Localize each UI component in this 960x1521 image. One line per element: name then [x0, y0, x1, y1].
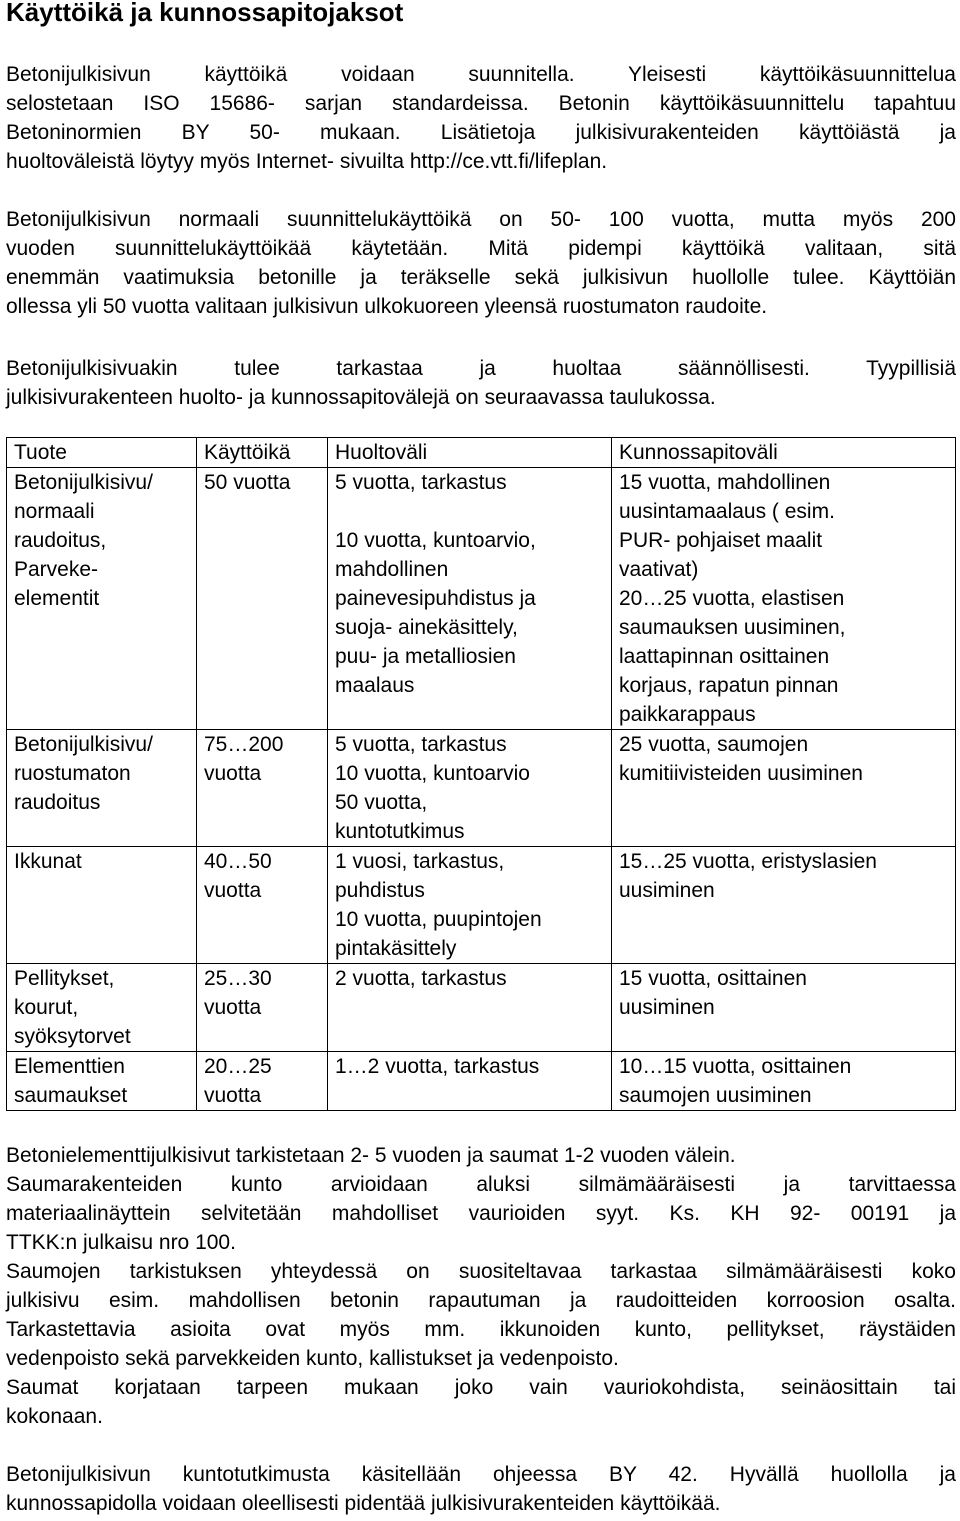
text-line: vuoden suunnittelukäyttöikää käytetään. Mitä pidempi käyttöikä valitaan, sitä — [6, 237, 956, 260]
inspection-paragraph — [6, 1141, 956, 1431]
cell-line: 10 vuotta, puupintojen — [335, 908, 542, 931]
cell-product — [7, 730, 197, 847]
text-line: Saumojen tarkistuksen yhteydessä on suositeltavaa tarkastaa silmämääräisesti koko — [6, 1260, 956, 1283]
text-line: Saumarakenteiden kunto arvioidaan aluksi silmämääräisesti ja tarvittaessa — [6, 1173, 956, 1196]
cell-line: 20…25 vuotta, elastisen — [619, 587, 845, 610]
cell-repair-interval — [612, 1052, 956, 1111]
text-line: kunnossapidolla voidaan oleellisesti pidentää julkisivurakenteiden käyttöikää. — [6, 1492, 721, 1515]
cell-line: raudoitus — [14, 791, 101, 814]
text-line: materiaalinäyttein selvitetään mahdolliset vaurioiden syyt. Ks. KH 92- 00191 ja — [6, 1202, 956, 1225]
text-line: Tarkastettavia asioita ovat myös mm. ikkunoiden kunto, pellitykset, räystäiden — [6, 1318, 956, 1341]
cell-line: uusiminen — [619, 996, 715, 1019]
cell-line: 1…2 vuotta, tarkastus — [335, 1055, 540, 1078]
cell-line: 1 vuosi, tarkastus, — [335, 850, 505, 873]
cell-line: 15…25 vuotta, eristyslasien — [619, 850, 877, 873]
text-line: Betonielementtijulkisivut tarkistetaan 2- 5 vuoden ja saumat 1-2 vuoden välein. — [6, 1144, 736, 1167]
cell-line: painevesipuhdistus ja — [335, 587, 536, 610]
cell-line: kumitiivisteiden uusiminen — [619, 762, 863, 785]
cell-line: uusiminen — [619, 879, 715, 902]
cell-line: 10…15 vuotta, osittainen — [619, 1055, 852, 1078]
cell-line: 15 vuotta, osittainen — [619, 967, 807, 990]
cell-line: PUR- pohjaiset maalit — [619, 529, 823, 552]
cell-line: 10 vuotta, kuntoarvio, — [335, 529, 536, 552]
text-line: Betonijulkisivun käyttöikä voidaan suunnitella. Yleisesti käyttöikäsuunnittelua — [6, 63, 956, 86]
cell-line: saumaukset — [14, 1084, 128, 1107]
condition-survey-paragraph — [6, 1460, 956, 1518]
text-line: selostetaan ISO 15686- sarjan standardeissa. Betonin käyttöikäsuunnittelu tapahtuu — [6, 92, 956, 115]
cell-line: normaali — [14, 500, 95, 523]
cell-line: suoja- ainekäsittely, — [335, 616, 518, 639]
cell-line: 5 vuotta, tarkastus — [335, 733, 507, 756]
header-repair-interval: Kunnossapitoväli — [612, 438, 956, 468]
header-lifespan: Käyttöikä — [197, 438, 328, 468]
cell-line: 50 vuotta — [204, 471, 291, 494]
text-line: huoltoväleistä löytyy myös Internet- sivuilta http://ce.vtt.fi/lifeplan. — [6, 150, 608, 173]
text-line: TTKK:n julkaisu nro 100. — [6, 1231, 236, 1254]
cell-lifespan — [197, 847, 328, 964]
text-line: kokonaan. — [6, 1405, 103, 1428]
cell-line: vuotta — [204, 1084, 262, 1107]
cell-line: maalaus — [335, 674, 415, 697]
text-line: julkisivu esim. mahdollisen betonin rapautuman ja raudoitteiden korroosion osalta. — [6, 1289, 956, 1312]
cell-line: laattapinnan osittainen — [619, 645, 830, 668]
cell-line: syöksytorvet — [14, 1025, 131, 1048]
cell-line: vuotta — [204, 762, 262, 785]
cell-repair-interval — [612, 468, 956, 730]
table-row — [7, 1052, 956, 1111]
cell-lifespan — [197, 730, 328, 847]
cell-line: korjaus, rapatun pinnan — [619, 674, 839, 697]
cell-repair-interval — [612, 847, 956, 964]
text-line: Betonijulkisivuakin tulee tarkastaa ja huoltaa säännöllisesti. Tyypillisiä — [6, 357, 956, 380]
header-service-interval: Huoltoväli — [328, 438, 612, 468]
cell-line: paikkarappaus — [619, 703, 756, 726]
cell-repair-interval — [612, 964, 956, 1052]
text-line: vedenpoisto sekä parvekkeiden kunto, kallistukset ja vedenpoisto. — [6, 1347, 619, 1370]
table-row — [7, 730, 956, 847]
cell-line: raudoitus, — [14, 529, 107, 552]
cell-service-interval — [328, 847, 612, 964]
cell-line: Parveke- — [14, 558, 99, 581]
cell-line: kuntotutkimus — [335, 820, 465, 843]
text-line: ollessa yli 50 vuotta valitaan julkisivun ulkokuoreen yleensä ruostumaton raudoite. — [6, 295, 768, 318]
cell-line: mahdollinen — [335, 558, 449, 581]
cell-line: uusintamaalaus ( esim. — [619, 500, 835, 523]
lifespan-paragraph — [6, 205, 956, 321]
cell-service-interval — [328, 1052, 612, 1111]
cell-line: ruostumaton — [14, 762, 131, 785]
cell-product — [7, 468, 197, 730]
table-row — [7, 468, 956, 730]
cell-line: saumauksen uusiminen, — [619, 616, 846, 639]
cell-line: 10 vuotta, kuntoarvio — [335, 762, 530, 785]
text-line: Betoninormien BY 50- mukaan. Lisätietoja julkisivurakenteiden käyttöiästä ja — [6, 121, 956, 144]
cell-line — [335, 497, 605, 526]
cell-line: 15 vuotta, mahdollinen — [619, 471, 831, 494]
cell-line: kourut, — [14, 996, 79, 1019]
text-line: enemmän vaatimuksia betonille ja teräkselle sekä julkisivun huollolle tulee. Käyttöiän — [6, 266, 956, 289]
text-line: Betonijulkisivun normaali suunnittelukäyttöikä on 50- 100 vuotta, mutta myös 200 — [6, 208, 956, 231]
cell-lifespan — [197, 964, 328, 1052]
text-line: Betonijulkisivun kuntotutkimusta käsitellään ohjeessa BY 42. Hyvällä huollolla ja — [6, 1463, 956, 1486]
text-line: julkisivurakenteen huolto- ja kunnossapitovälejä on seuraavassa taulukossa. — [6, 386, 716, 409]
cell-line: vaativat) — [619, 558, 699, 581]
cell-product — [7, 1052, 197, 1111]
cell-product — [7, 964, 197, 1052]
cell-line: Betonijulkisivu/ — [14, 471, 153, 494]
cell-line: vuotta — [204, 996, 262, 1019]
cell-line: vuotta — [204, 879, 262, 902]
table-body — [7, 468, 956, 1111]
cell-lifespan — [197, 468, 328, 730]
cell-product — [7, 847, 197, 964]
page-title: Käyttöikä ja kunnossapitojaksot — [6, 0, 404, 27]
cell-line: 20…25 — [204, 1055, 272, 1078]
cell-line: Ikkunat — [14, 850, 82, 873]
cell-service-interval — [328, 964, 612, 1052]
cell-line: Betonijulkisivu/ — [14, 733, 153, 756]
cell-line: 40…50 — [204, 850, 272, 873]
cell-service-interval — [328, 468, 612, 730]
intro-paragraph — [6, 60, 956, 176]
maintenance-intro-paragraph — [6, 354, 956, 412]
cell-line: 25 vuotta, saumojen — [619, 733, 809, 756]
cell-line: puhdistus — [335, 879, 425, 902]
cell-line: Elementtien — [14, 1055, 125, 1078]
cell-line: 2 vuotta, tarkastus — [335, 967, 507, 990]
cell-line: pintakäsittely — [335, 937, 457, 960]
table-row — [7, 964, 956, 1052]
table-row — [7, 847, 956, 964]
cell-line: 25…30 — [204, 967, 272, 990]
cell-lifespan — [197, 1052, 328, 1111]
cell-line: Pellitykset, — [14, 967, 115, 990]
cell-line: 50 vuotta, — [335, 791, 428, 814]
maintenance-table — [6, 437, 956, 1111]
cell-repair-interval — [612, 730, 956, 847]
cell-line: 75…200 — [204, 733, 284, 756]
cell-line: 5 vuotta, tarkastus — [335, 471, 507, 494]
cell-service-interval — [328, 730, 612, 847]
table-header-row — [7, 438, 956, 468]
header-product: Tuote — [7, 438, 197, 468]
text-line: Saumat korjataan tarpeen mukaan joko vain vauriokohdista, seinäosittain tai — [6, 1376, 956, 1399]
cell-line: elementit — [14, 587, 100, 610]
cell-line: puu- ja metalliosien — [335, 645, 516, 668]
cell-line: saumojen uusiminen — [619, 1084, 812, 1107]
